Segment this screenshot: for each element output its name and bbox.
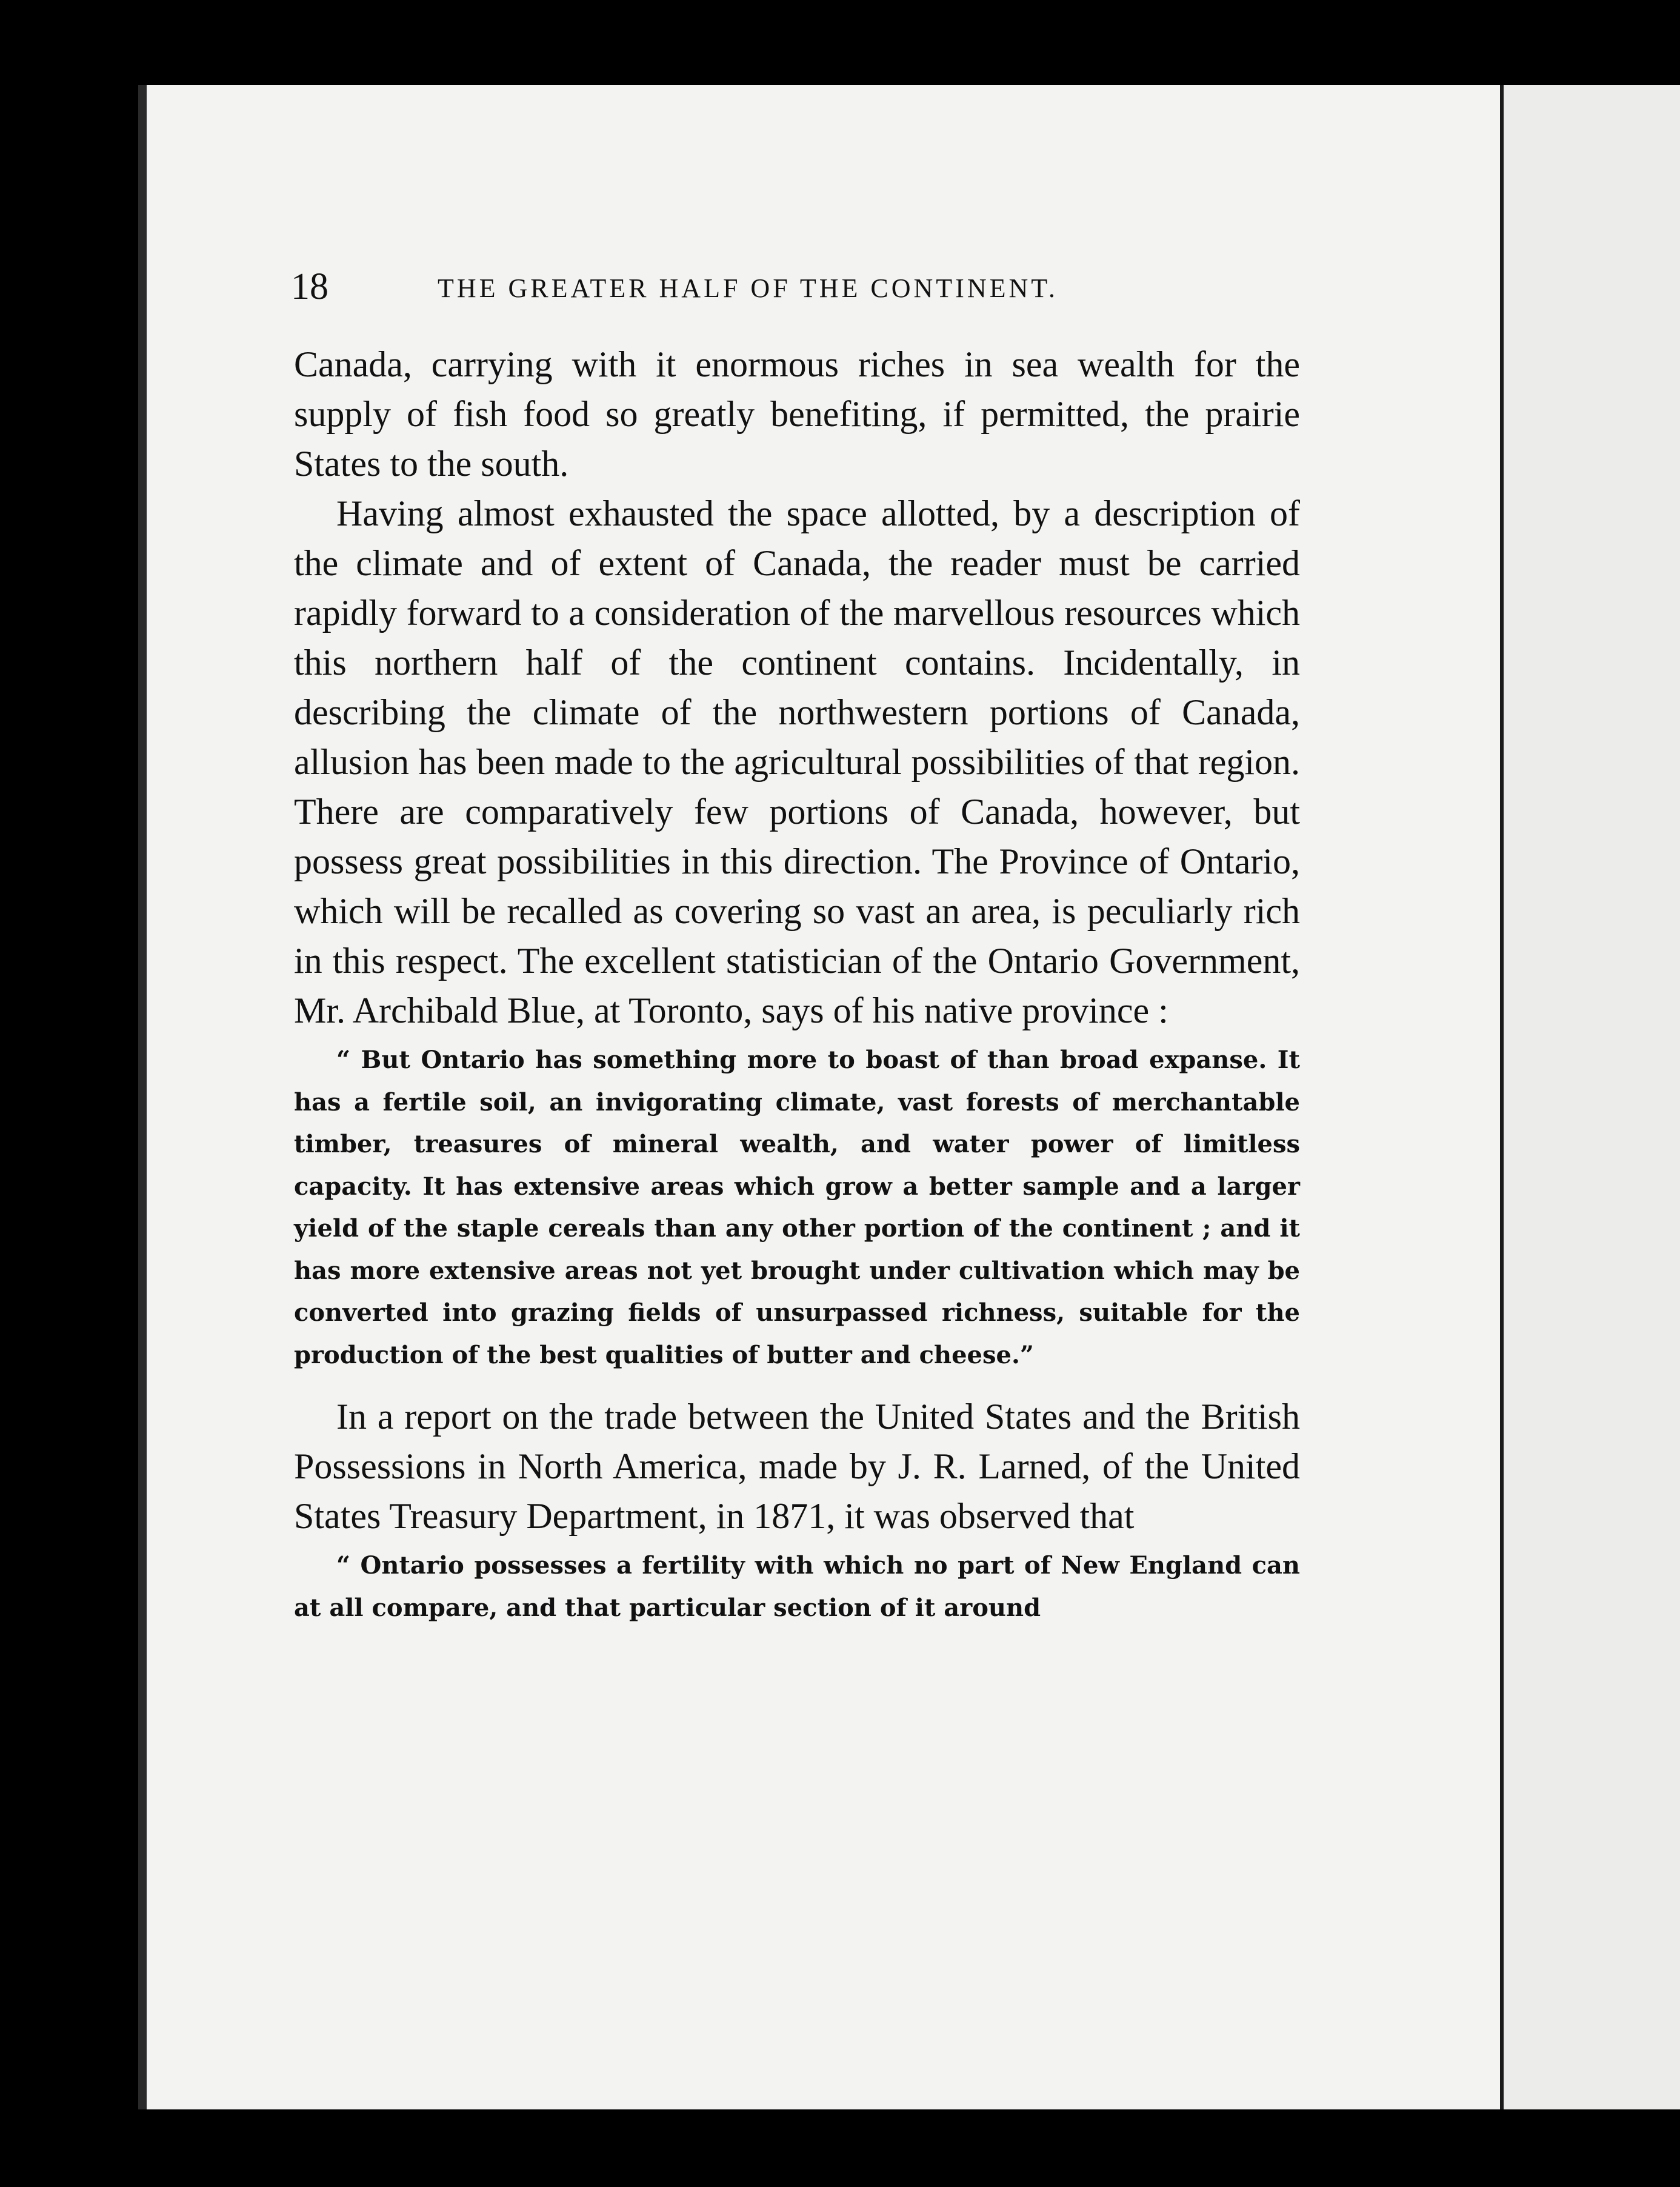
page-body	[294, 339, 1300, 1629]
paragraph-larned-report: In a report on the trade between the United States and the British Possessions in North America, made by J. R. Larned, of the United States Treasury Department, in 1871, it was observed that	[294, 1397, 1300, 1536]
page-header	[291, 265, 1187, 314]
block-quote-larned: “ Ontario possesses a fertility with which no part of New England can at all compare, and that particular section of it around	[294, 1551, 1300, 1622]
running-head: THE GREATER HALF OF THE CONTINENT.	[438, 273, 1058, 303]
adjacent-page-edge	[1500, 85, 1680, 2109]
paragraph-continued: Canada, carrying with it enormous riches in sea wealth for the supply of fish food so greatly benefiting, if permitted, the prairie States to the south.	[294, 344, 1300, 484]
block-quote-blue: “ But Ontario has something more to boast of than broad expanse. It has a fertile soil, an invigorating climate, vast forests of merchantable timber, treasures of mineral wealth, and water power of limitless capacity. It has extensive areas which grow a better sample and a larger yield of the staple cereals than any other portion of the continent ; and it has more extensive areas not yet brought under cultivation which may be converted into grazing fields of unsurpassed richness, suitable for the production of the best qualities of butter and cheese.”	[294, 1046, 1300, 1369]
paragraph-resources: Having almost exhausted the space allotted, by a description of the climate and of extent of Canada, the reader must be carried rapidly forward to a consideration of the marvellous resources which this northern half of the continent contains. Incidentally, in describing the climate of the northwestern portions of Canada, allusion has been made to the agricultural possibilities of that region. There are comparatively few portions of Canada, however, but possess great possibilities in this direction. The Province of Ontario, which will be recalled as covering so vast an area, is peculiarly rich in this respect. The excellent statistician of the Ontario Government, Mr. Archibald Blue, at Toronto, says of his native province :	[294, 493, 1300, 1030]
page-number: 18	[291, 266, 328, 307]
